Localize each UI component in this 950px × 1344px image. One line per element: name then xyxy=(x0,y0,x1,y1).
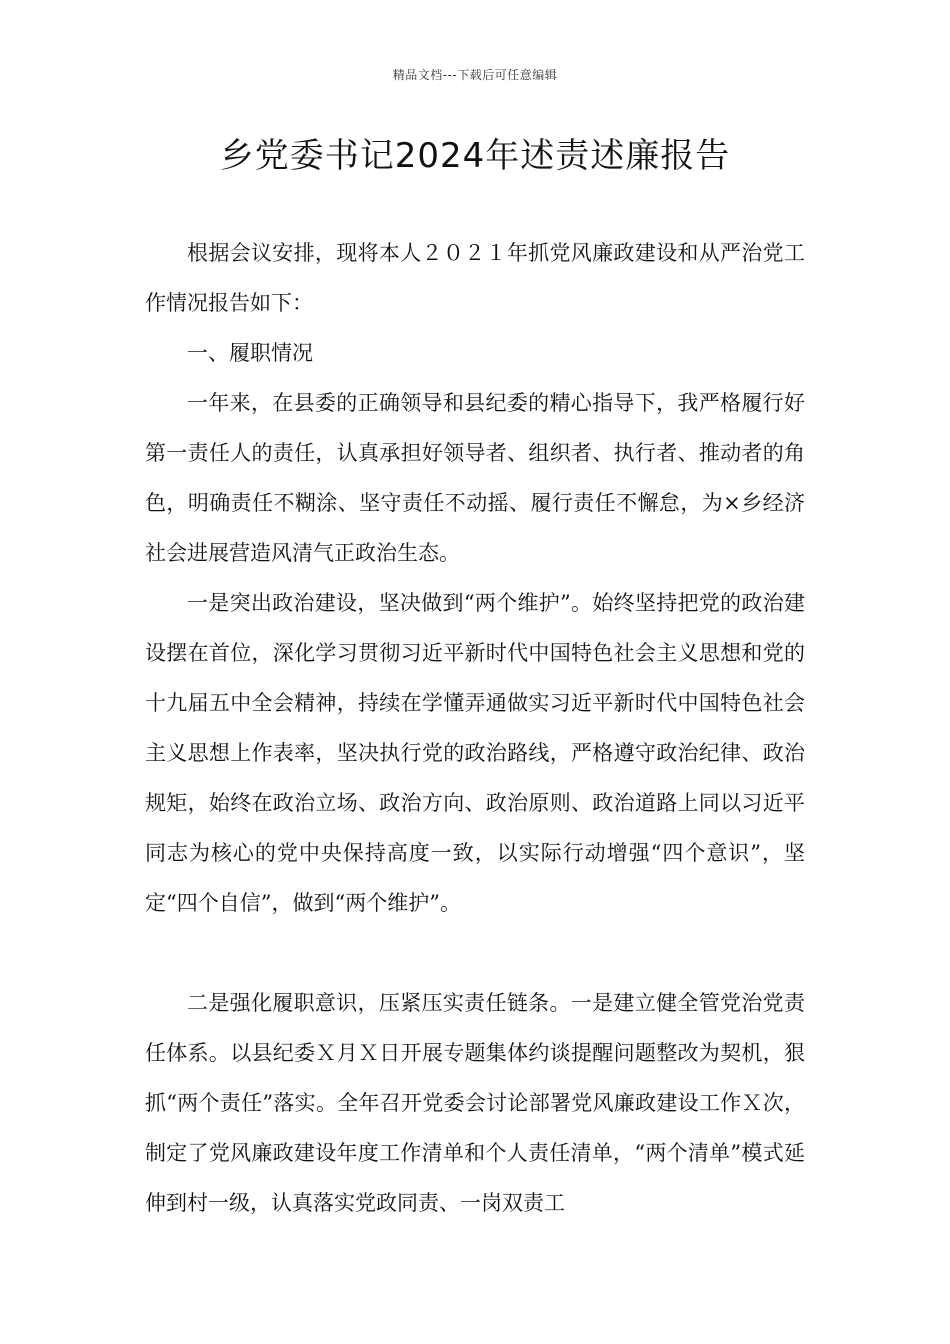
header-note: 精品文档---下载后可任意编辑 xyxy=(392,68,558,82)
document-title: 乡党委书记2024年述责述廉报告 xyxy=(219,136,731,176)
section-heading-duties: 一、履职情况 xyxy=(187,341,313,365)
paragraph-overview: 一年来，在县委的正确领导和县纪委的精心指导下，我严格履行好第一责任人的责任，认真承担好领导者、组织者、执行者、推动者的角色，明确责任不糊涂、坚守责任不动摇、履行责任不懈怠，为×乡经济社会进展营造风清气正政治生态。 xyxy=(145,391,805,565)
paragraph-responsibility: 二是强化履职意识，压紧压实责任链条。一是建立健全管党治党责任体系。以县纪委Ｘ月Ｘ日开展专题集体约谈提醒问题整改为契机，狠抓“两个责任”落实。全年召开党委会讨论部署党风廉政建设工作Ｘ次，制定了党风廉政建设年度工作清单和个人责任清单，“两个清单”模式延伸到村一级，认真落实党政同责、一岗双责工 xyxy=(145,991,805,1215)
document-body xyxy=(145,228,805,1228)
paragraph-intro: 根据会议安排，现将本人２０２１年抓党风廉政建设和从严治党工作情况报告如下： xyxy=(145,241,805,315)
paragraph-political-building: 一是突出政治建设，坚决做到“两个维护”。始终坚持把党的政治建设摆在首位，深化学习贯彻习近平新时代中国特色社会主义思想和党的十九届五中全会精神，持续在学懂弄通做实习近平新时代中国特色社会主义思想上作表率，坚决执行党的政治路线，严格遵守政治纪律、政治规矩，始终在政治立场、政治方向、政治原则、政治道路上同以习近平同志为核心的党中央保持高度一致，以实际行动增强“四个意识”，坚定“四个自信”，做到“两个维护”。 xyxy=(145,591,805,915)
